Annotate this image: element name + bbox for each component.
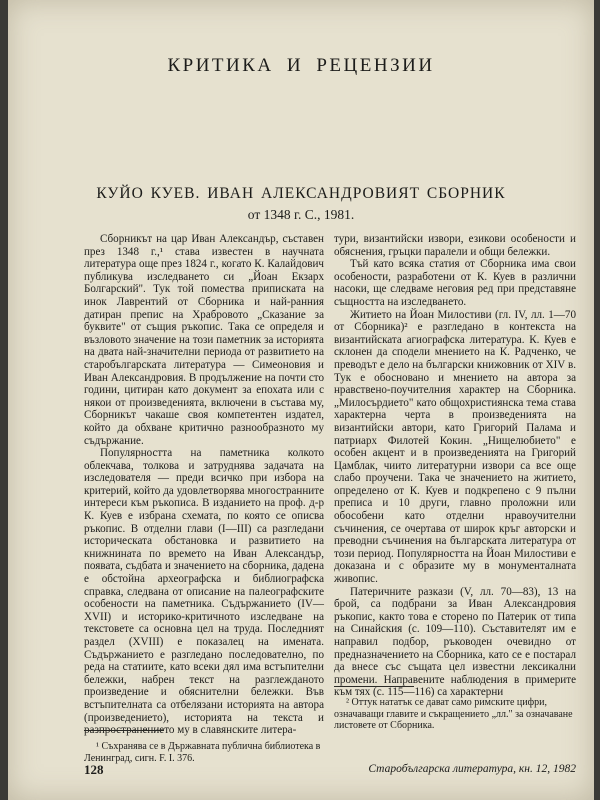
paragraph: тури, византийски извори, езикови особености и обяснения, гръцки паралели и общи бележки. [334,233,576,258]
paragraph: Житието на Йоан Милостиви (гл. IV, лл. 1—70 от Сборника)² е разгледано в контекста на византийската агиографска литература. К. Куев е склонен да сподели мнението на К. Радченко, че преводът е дело на български книжовник от XIV в. Тук е обосновано и мнението на автора за нравствено-поучителния характер на Сборника. „Милосърдието" като общохристиянска тема става характерна черта в произведенията на византийски автори, като Григорий Палама и патриарх Филотей Кокин. „Нищелюбието" е особен акцент и в произведенията на Григорий Цамблак, чиито литературни извори са все още слабо проучени. Така че значението на житието, определено от К. Куев и подкрепено с 9 пълни преписа и 10 други, главно проложни или обособени като отделни нравоучителни съчинения, се очертава от широк кръг авторски и преводни съчинения на българската литература от този период. Популярността на Йоан Милостиви е доказана и с образите му в монументалната живопис. [334,308,576,586]
paragraph: Сборникът на цар Иван Александър, съставен през 1348 г.,¹ става известен в научната литература още през 1824 г., когато К. Калайдович публикува изследването си „Йоан Екзарх Болгарский". Тук той помества приписката на инок Лаврентий от Сборника и най-ранния датиран препис на Храбровото „Сказание за буквите" от същия ръкопис. Така се определя и възловото значение на този паметник за историята на двата най-значителни периода от развитието на старобългарската литература — Симеоновия и Иван Александровия. В продължение на почти сто години, цитиран като документ за епохата или с някои от произведенията, включени в състава му, Сборникът чакаше своя компетентен издател, който да обхване критично разнообразното му съдържание. [84,233,324,447]
left-column [84,233,324,737]
paragraph: Тъй като всяка статия от Сборника има свои особености, разработени от К. Куев в различни насоки, ще следваме неговия ред при представяне същността на изследването. [334,258,576,308]
journal-reference: Старобългарска литература, кн. 12, 1982 [368,763,576,775]
left-footnote-block [84,722,324,774]
footnote: ² Оттук нататък се дават само римските цифри, означаващи главите и съкращението „лл." за означаване листовете от Сборника. [334,697,573,731]
paragraph: Патеричните разкази (V, лл. 70—83), 13 на брой, са подбрани за Иван Александровия ръкопис, както това е сторено по Патерик от типа на Синайския (с. 109—110). Съставителят им е направил подбор, ръководен очевидно от предназначението на Сборника, като се е постарал да внесе със същата цел известни лексикални промени. Направените наблюдения в примерите към тях (с. 115—116) са характерни [334,585,576,699]
footnote-rule [84,730,164,731]
paragraph: Популярността на паметника колкото облекчава, толкова и затруднява задачата на изследователя — преди всичко при избора на критерий, който да удовлетворява многостранните интереси към ръкописа. В изданието на проф. д-р К. Куев е избрана схемата, по която се описва ръкопис. В отделни глави (I—III) са разгледани историческата обстановка и развитието на книжнината по времето на Иван Александър, появата, съдбата и значението на сборника, дадена е обстойна археографска и библиографска справка, следвана от описание на палеографските особености на паметника. Съдържанието (IV—XVII) и историко-критичното изследване на текстовете са основна цел на труда. Последният раздел (XVIII) е показалец на имената. Съдържанието е разгледано последователно, по реда на статиите, като всеки дял има встъпителни бележки, набрен текст на разглежданото произведение и обяснителни бележки. Във встъпителната са отбелязани историята на автора (произведението), историята на текста и разпространението му в славянските литера- [84,447,324,737]
section-header: КРИТИКА И РЕЦЕНЗИИ [167,55,435,76]
right-column [334,233,576,699]
journal-page [8,0,594,800]
article-subtitle: от 1348 г. С., 1981. [247,207,355,222]
page-number: 128 [84,762,104,777]
article-title: КУЙО КУЕВ. ИВАН АЛЕКСАНДРОВИЯТ СБОРНИК [96,185,506,202]
footnote: ¹ Съхранява се в Държавната публична библиотека в Ленинград, сигн. F. I. 376. [84,741,321,764]
footnote-rule [334,686,414,687]
right-footnote-block [334,678,576,742]
